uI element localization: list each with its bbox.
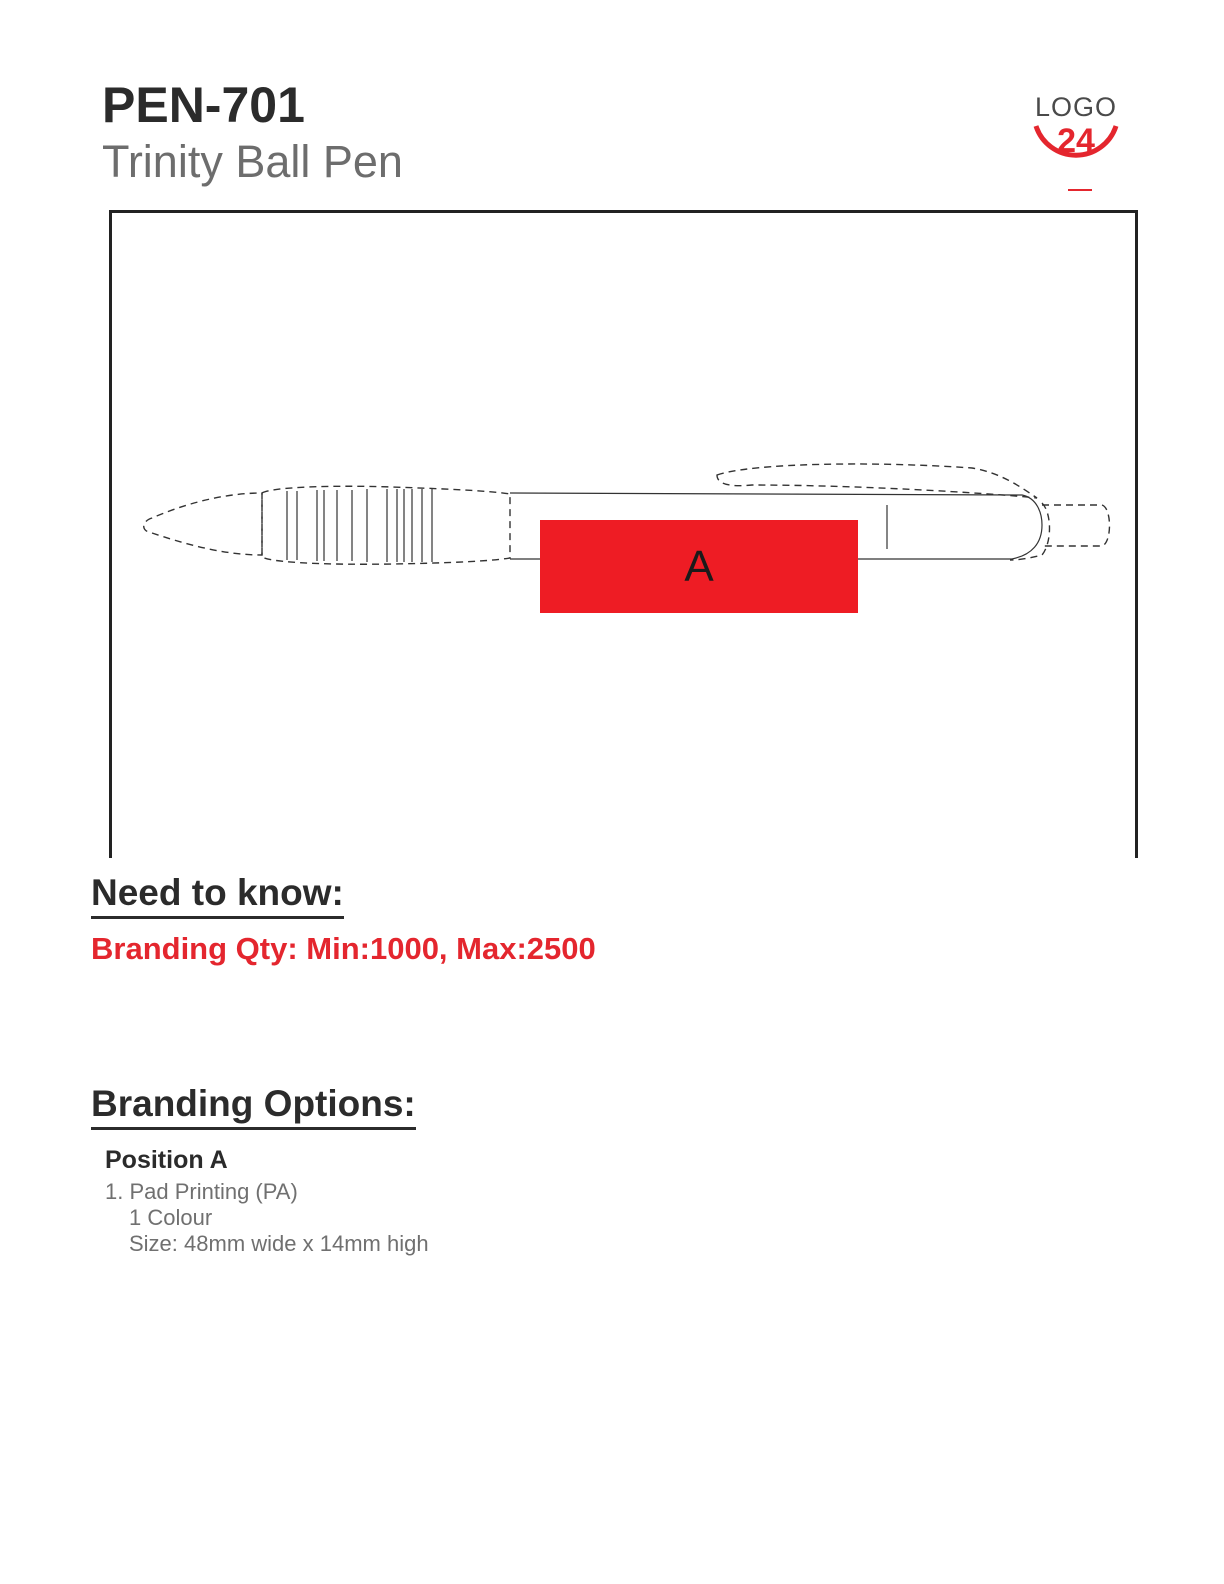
need-to-know-heading: Need to know:: [91, 872, 344, 919]
printing-method: 1. Pad Printing (PA): [105, 1179, 298, 1204]
branding-options-heading: Branding Options:: [91, 1083, 416, 1130]
product-name: Trinity Ball Pen: [102, 136, 403, 187]
logo-text-top: LOGO: [1034, 92, 1118, 122]
position-title: Position A: [105, 1146, 228, 1174]
logo-text-bottom: 24: [1057, 122, 1095, 160]
product-diagram-frame: [109, 210, 1138, 858]
branding-position-a: [540, 520, 858, 613]
print-size: Size: 48mm wide x 14mm high: [129, 1231, 429, 1256]
product-code: PEN-701: [102, 77, 305, 133]
branding-qty: Branding Qty: Min:1000, Max:2500: [91, 931, 596, 966]
position-label: A: [684, 541, 714, 591]
colour-count: 1 Colour: [129, 1205, 213, 1230]
logo24-logo: [1026, 74, 1126, 194]
branding-option-list: [105, 1146, 429, 1257]
